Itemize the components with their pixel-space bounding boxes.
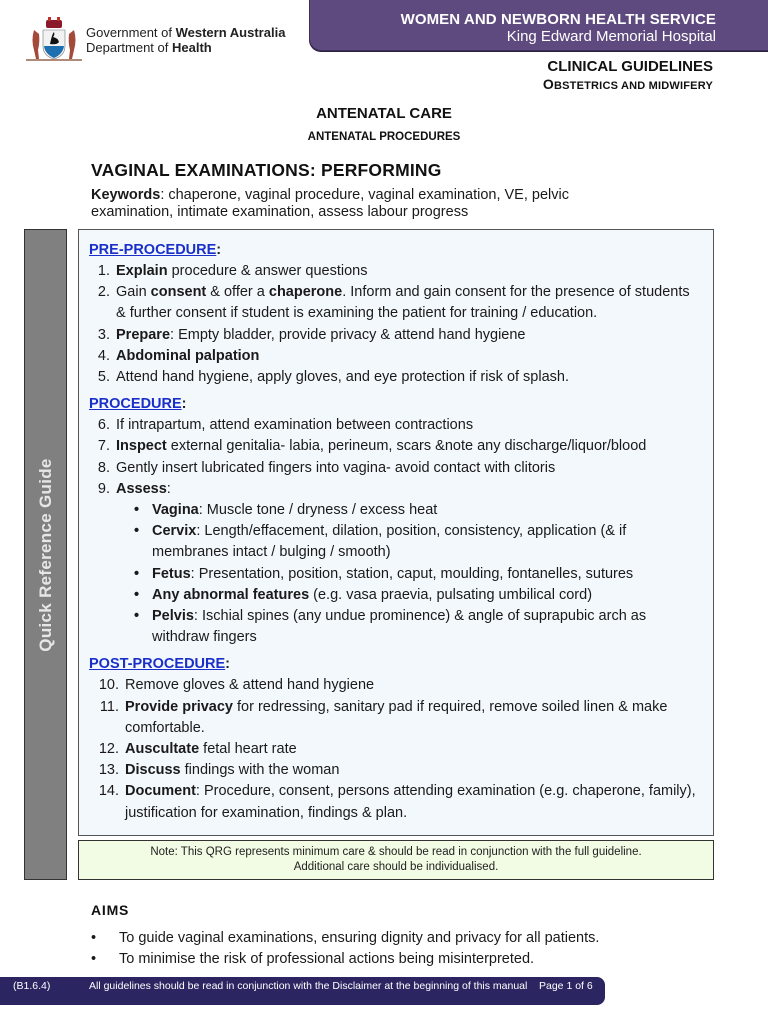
aims-list bbox=[91, 928, 599, 970]
step-text: Gently insert lubricated fingers into vagina- avoid contact with clitoris bbox=[116, 459, 556, 476]
specialty-rest: BSTETRICS AND MIDWIFERY bbox=[553, 80, 713, 92]
keywords-text: : chaperone, vaginal procedure, vaginal examination, VE, pelvic examination, intimate examination, assess labour progress bbox=[91, 187, 569, 220]
pre-procedure-steps bbox=[89, 261, 713, 388]
step-bold: consent bbox=[150, 284, 207, 301]
step-number: 13. bbox=[98, 762, 119, 779]
bullet-bold: Pelvis bbox=[152, 608, 194, 625]
step-number: 9. bbox=[97, 480, 110, 497]
specialty-cap: O bbox=[542, 76, 554, 92]
step-text: Remove gloves & attend hand hygiene bbox=[125, 677, 375, 694]
hospital-name: King Edward Memorial Hospital bbox=[506, 28, 716, 45]
step-2 bbox=[89, 282, 713, 324]
procedure-heading: PROCEDURE: bbox=[89, 396, 187, 413]
section-title: ANTENATAL CARE bbox=[316, 105, 452, 122]
service-banner bbox=[309, 0, 768, 51]
keywords-label: Keywords bbox=[91, 187, 161, 203]
step-1 bbox=[89, 261, 713, 282]
bullet-bold: Vagina bbox=[152, 502, 199, 519]
step-text: findings with the woman bbox=[180, 762, 340, 779]
assess-abnormal-features bbox=[134, 585, 713, 606]
step-number: 8. bbox=[97, 459, 110, 476]
aim-text: To guide vaginal examinations, ensuring dignity and privacy for all patients. bbox=[119, 930, 600, 946]
step-number: 4. bbox=[97, 347, 110, 364]
step-text: : Empty bladder, provide privacy & attend hand hygiene bbox=[170, 326, 526, 343]
disclaimer-text: All guidelines should be read in conjunction with the Disclaimer at the beginning of this manual bbox=[89, 980, 528, 992]
pre-procedure-heading: PRE-PROCEDURE: bbox=[89, 242, 222, 258]
step-bold: Abdominal palpation bbox=[116, 347, 260, 364]
step-bold: Explain bbox=[116, 263, 168, 279]
step-bold: Inspect bbox=[116, 438, 167, 455]
step-6 bbox=[89, 415, 713, 436]
procedure-link[interactable]: PROCEDURE bbox=[89, 396, 182, 413]
step-number: 2. bbox=[97, 284, 110, 301]
step-number: 6. bbox=[97, 417, 110, 434]
clinical-guidelines-label: CLINICAL GUIDELINES bbox=[547, 58, 713, 75]
step-bold: Prepare bbox=[116, 326, 171, 343]
qrg-side-tab bbox=[24, 229, 67, 880]
step-number: 7. bbox=[97, 438, 110, 455]
aim-text: To minimise the risk of professional actions being misinterpreted. bbox=[119, 951, 535, 967]
logo-line2: Department of bbox=[86, 40, 172, 55]
step-13 bbox=[89, 760, 713, 781]
step-text: fetal heart rate bbox=[199, 741, 297, 758]
step-4 bbox=[89, 346, 713, 367]
qrg-note bbox=[78, 840, 714, 880]
bullet-text: : Length/effacement, dilation, position, consistency, application (& if membranes intact / bulging / smooth) bbox=[152, 523, 627, 561]
aim-item bbox=[91, 928, 599, 949]
step-3 bbox=[89, 325, 713, 346]
step-text: : bbox=[166, 480, 171, 497]
step-7 bbox=[89, 436, 713, 457]
page-footer bbox=[0, 977, 605, 1005]
logo-line2-bold: Health bbox=[172, 40, 212, 55]
bullet-text: : Muscle tone / dryness / excess heat bbox=[198, 502, 438, 519]
step-5 bbox=[89, 367, 713, 388]
step-text: . Inform and gain consent for the presence of students & further consent if student is examining the patient for training / education. bbox=[116, 284, 690, 322]
step-14 bbox=[89, 781, 713, 823]
document-title: VAGINAL EXAMINATIONS: PERFORMING bbox=[91, 160, 442, 180]
step-text: : Procedure, consent, persons attending examination (e.g. chaperone, family), justification for examination, findings & plan. bbox=[125, 783, 696, 821]
step-text: & offer a bbox=[206, 284, 269, 301]
guidelines-heading bbox=[543, 58, 713, 94]
bullet-bold: Fetus bbox=[152, 565, 191, 582]
step-10 bbox=[89, 675, 713, 696]
bullet-icon: • bbox=[91, 930, 97, 946]
bullet-icon: • bbox=[91, 951, 97, 967]
logo-line1-bold: Western Australia bbox=[175, 25, 286, 40]
logo-line1: Government of bbox=[86, 25, 176, 40]
page-number: Page 1 of 6 bbox=[539, 980, 593, 992]
step-bold: Auscultate bbox=[125, 741, 200, 758]
step-bold: Document bbox=[125, 783, 196, 800]
assess-pelvis bbox=[134, 606, 713, 648]
note-line1: Note: This QRG represents minimum care & should be read in conjunction with the full guideline. bbox=[150, 846, 642, 858]
section-subtitle: ANTENATAL PROCEDURES bbox=[307, 131, 461, 143]
step-8 bbox=[89, 458, 713, 479]
step-9 bbox=[89, 479, 713, 500]
bullet-icon: • bbox=[134, 586, 140, 603]
aim-item bbox=[91, 949, 599, 970]
qrg-side-label: Quick Reference Guide bbox=[35, 457, 55, 652]
post-procedure-link[interactable]: POST-PROCEDURE bbox=[89, 656, 226, 673]
step-bold: Provide privacy bbox=[125, 698, 233, 715]
logo-text bbox=[86, 25, 285, 55]
aims-heading: AIMS bbox=[91, 902, 130, 918]
step-number: 14. bbox=[98, 783, 119, 800]
step-text: for redressing, sanitary pad if required, remove soiled linen & make comfortable. bbox=[125, 698, 668, 736]
pre-procedure-link[interactable]: PRE-PROCEDURE bbox=[89, 242, 217, 258]
procedure-steps bbox=[89, 415, 713, 500]
step-text: Attend hand hygiene, apply gloves, and eye protection if risk of splash. bbox=[116, 369, 570, 386]
assess-vagina bbox=[134, 500, 713, 521]
bullet-text: : Ischial spines (any undue prominence) & angle of suprapubic arch as withdraw fingers bbox=[152, 608, 647, 646]
step-bold: chaperone bbox=[268, 284, 343, 301]
bullet-text: (e.g. vasa praevia, pulsating umbilical cord) bbox=[309, 586, 593, 603]
keywords bbox=[91, 187, 651, 221]
post-procedure-steps bbox=[89, 675, 713, 823]
qrg-box bbox=[78, 229, 714, 836]
step-12 bbox=[89, 739, 713, 760]
note-line2: Additional care should be individualised. bbox=[293, 861, 499, 873]
assess-bullets bbox=[134, 500, 713, 648]
service-name: WOMEN AND NEWBORN HEALTH SERVICE bbox=[400, 11, 716, 28]
step-bold: Discuss bbox=[125, 762, 181, 779]
wa-government-logo bbox=[26, 12, 288, 68]
step-text: Gain bbox=[116, 284, 151, 301]
step-number: 1. bbox=[97, 263, 110, 279]
assess-fetus bbox=[134, 564, 713, 585]
bullet-icon: • bbox=[134, 502, 140, 519]
bullet-icon: • bbox=[134, 523, 140, 540]
guideline-code: (B1.6.4) bbox=[13, 980, 51, 992]
step-bold: Assess bbox=[116, 480, 167, 497]
bullet-text: : Presentation, position, station, caput, moulding, fontanelles, sutures bbox=[190, 565, 634, 582]
bullet-icon: • bbox=[134, 565, 140, 582]
step-number: 10. bbox=[98, 677, 119, 694]
specialty-label bbox=[543, 76, 713, 94]
step-text: external genitalia- labia, perineum, scars &note any discharge/liquor/blood bbox=[166, 438, 647, 455]
step-11 bbox=[89, 697, 713, 739]
step-number: 3. bbox=[97, 326, 110, 343]
step-text: If intrapartum, attend examination between contractions bbox=[116, 417, 474, 434]
bullet-bold: Cervix bbox=[152, 523, 197, 540]
step-number: 11. bbox=[99, 698, 119, 715]
assess-cervix bbox=[134, 521, 713, 563]
post-procedure-heading: POST-PROCEDURE: bbox=[89, 656, 231, 673]
bullet-bold: Any abnormal features bbox=[152, 586, 310, 603]
bullet-icon: • bbox=[134, 608, 140, 625]
step-number: 12. bbox=[98, 741, 119, 758]
step-number: 5. bbox=[97, 369, 110, 386]
wa-coat-of-arms-icon bbox=[26, 16, 82, 64]
step-text: procedure & answer questions bbox=[167, 263, 368, 279]
